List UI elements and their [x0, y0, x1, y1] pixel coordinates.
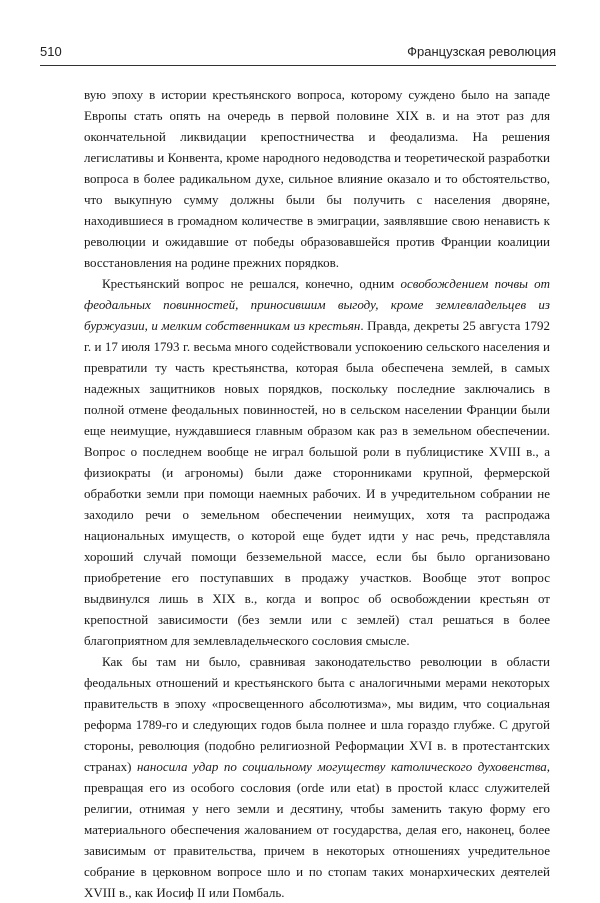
text-run: , превращая его из особого сословия (orde или etat) в простой класс служителей религии, отнимая у него земли и десятину, чтобы заменить такую форму его материального обеспечения жалованием от государства, делая его, наконец, более зависимым от правительства, причем в некоторых отношениях учредительное собрание в церковном вопросе шло и по стопам таких монархических деятелей XVIII в., как Иосиф II или Помбаль. [84, 759, 551, 900]
page-number: 510 [40, 44, 62, 59]
italic-emphasis: наносила удар по социальному могуществу католического духовенства [136, 759, 547, 774]
text-run: . Правда, декреты 25 августа 1792 г. и 17 июля 1793 г. весьма много содействовали успокоению сельского населения и превратили ту часть крестьянства, которая была обеспечена землей, в самых надежных защитников новых порядков, поскольку последние заключались в полной отмене феодальных повинностей, но в сельском населении Франции были еще неимущие, нуждавшиеся главным образом как раз в земельном обеспечении. Вопрос о последнем вообще не играл большой роли в публицистике XVIII в., а физиократы (и агрономы) были даже сторонниками крупной, фермерской обработки земли при помощи наемных рабочих. И в учредительном собрании не заходило речи о земельном обеспечении неимущих, хотя та распродажа национальных имуществ, о которой еще будет идти у нас речь, представляла хороший случай помощи безземельной массе, если бы было организовано приобретение его поступавших в продажу участков. Вообще этот вопрос выдвинулся лишь в XIX в., когда и вопрос об освобождении крестьян от крепостной зависимости (без земли или с землей) стал решаться в более благоприятном для землевладельческого сословия смысле. [84, 318, 550, 648]
text-run: Как бы там ни было, сравнивая законодательство революции в области феодальных отношений и крестьянского быта с аналогичными мерами некоторых правительств в эпоху «просвещенного абсолютизма», мы видим, что социальная реформа 1789-го и следующих годов была полнее и шла гораздо глубже. С другой стороны, революция (подобно религиозной Реформации XVI в. в протестантских странах) [84, 654, 550, 774]
paragraph-3 [84, 651, 550, 903]
running-title: Французская революция [407, 44, 556, 59]
paragraph-1 [84, 84, 550, 273]
text-run: Крестьянский вопрос не решался, конечно, одним [102, 276, 401, 291]
body-text [84, 84, 550, 903]
page-header [40, 44, 556, 64]
text-run: вую эпоху в истории крестьянского вопроса, которому суждено было на западе Европы стать опять на очередь в первой половине XIX в. и на этот раз для окончательной ликвидации крепостничества и феодализма. На решения легислативы и Конвента, кроме народного недоводства и теоретической разработки вопроса в более радикальном духе, сильное влияние оказало и то обстоятельство, что выкупную сумму должны были бы получить с населения дворяне, находившиеся в громадном количестве в эмиграции, заявлявшие свою ненависть к революции и ожидавшие от победы образовавшейся против Франции коалиции восстановления на родине прежних порядков. [84, 87, 550, 270]
italic-emphasis: освобождением почвы от феодальных повинностей, приносившим выгоду, кроме землевладельцев из буржуазии, и мелким собственникам из крестьян [84, 276, 550, 333]
paragraph-2 [84, 273, 550, 651]
header-divider [40, 65, 556, 66]
